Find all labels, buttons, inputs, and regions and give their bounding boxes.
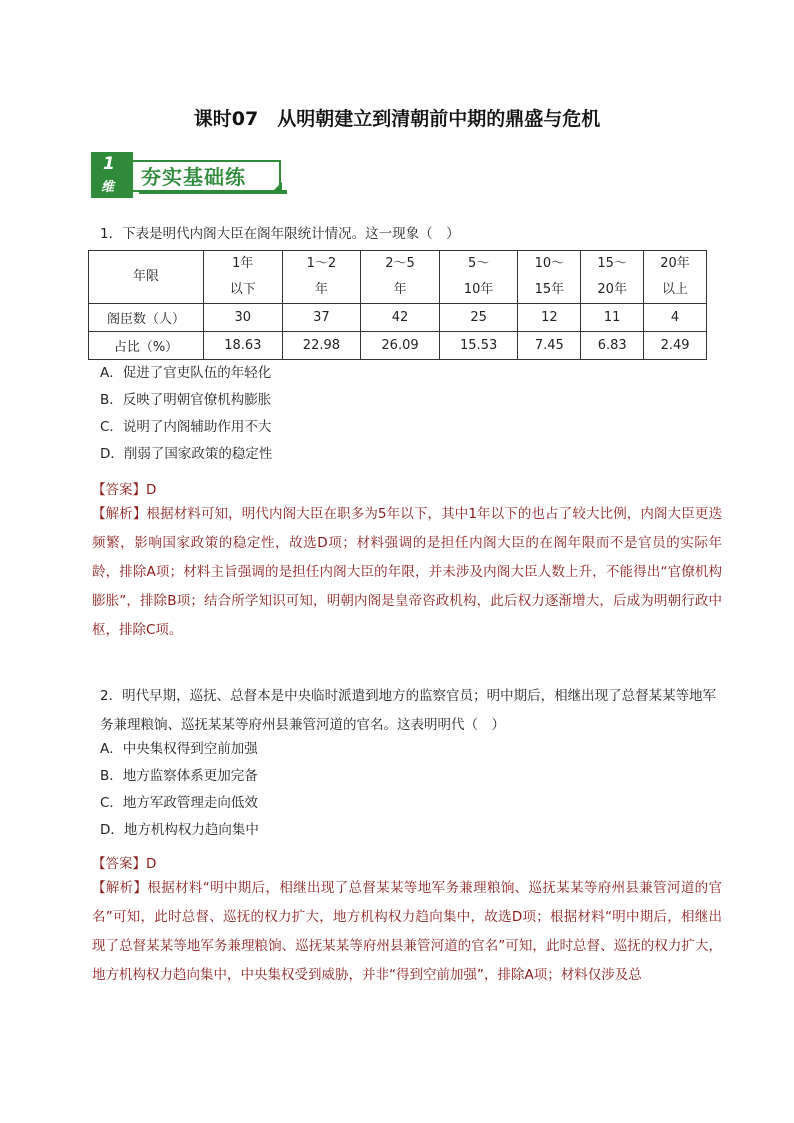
analysis-tag: 【解析】 [92, 880, 148, 896]
table-cell: 18.63 [204, 332, 283, 360]
question-2-stem: 2．明代早期，巡抚、总督本是中央临时派遣到地方的监察官员；明中期后，相继出现了总督某某等地军务兼理粮饷、巡抚某某等府州县兼管河道的官名。这表明明代（ ） [100, 688, 717, 733]
question-1-option-b: B．反映了明朝官僚机构膨胀 [100, 392, 272, 408]
table-cell: 15.53 [439, 332, 518, 360]
table-cell: 37 [282, 304, 361, 332]
table-cell: 22.98 [282, 332, 361, 360]
table-header-cell: 5～ 10年 [439, 251, 518, 304]
question-1-option-a: A．促进了官吏队伍的年轻化 [100, 365, 272, 381]
table-cell: 25 [439, 304, 518, 332]
answer-value: D [146, 482, 157, 498]
question-2-option-a: A．中央集权得到空前加强 [100, 741, 258, 757]
table-header-cell: 15～ 20年 [581, 251, 644, 304]
analysis-tag: 【解析】 [92, 506, 147, 522]
table-cell: 7.45 [518, 332, 581, 360]
table-cell: 26.09 [361, 332, 440, 360]
table-row-label: 阁臣数（人） [89, 304, 204, 332]
table-cell: 6.83 [581, 332, 644, 360]
table-cell: 42 [361, 304, 440, 332]
table-cell: 11 [581, 304, 644, 332]
banner-badge [91, 152, 133, 198]
tenure-table [88, 250, 707, 360]
table-header-label: 年限 [89, 251, 204, 304]
table-header-cell: 1～2 年 [282, 251, 361, 304]
table-cell: 12 [518, 304, 581, 332]
table-cell: 4 [644, 304, 707, 332]
banner-badge-label: 维 [101, 180, 115, 195]
question-2-answer [92, 852, 156, 872]
question-2-option-d: D．地方机构权力趋向集中 [100, 822, 259, 838]
question-1-answer [92, 478, 156, 498]
page-title: 课时07 从明朝建立到清朝前中期的鼎盛与危机 [193, 108, 601, 130]
banner-badge-number: 1 [103, 154, 115, 174]
table-cell: 2.49 [644, 332, 707, 360]
table-row [89, 332, 707, 360]
banner-corner [274, 182, 282, 190]
analysis-text: 根据材料“明中期后，相继出现了总督某某等地军务兼理粮饷、巡抚某某等府州县兼管河道的官名”可知，此时总督、巡抚的权力扩大，地方机构权力趋向集中，故选D项；根据材料“明中期后，相继出现了总督某某等地军务兼理粮饷、巡抚某某等府州县兼管河道的官名”可知，此时总督、巡抚的权力扩大，地方机构权力趋向集中，中央集权受到威胁，并非“得到空前加强”，排除A项；材料仅涉及总 [92, 880, 723, 983]
table-row-label: 占比（%） [89, 332, 204, 360]
question-1-option-d: D．削弱了国家政策的稳定性 [100, 446, 273, 462]
question-2-analysis [92, 874, 722, 990]
banner-title: 夯实基础练 [141, 165, 246, 189]
table-row [89, 304, 707, 332]
answer-tag: 【答案】 [92, 856, 146, 872]
table-header-row [89, 251, 707, 304]
analysis-text: 根据材料可知，明代内阁大臣在职多为5年以下，其中1年以下的也占了较大比例，内阁大臣更迭频繁，影响国家政策的稳定性，故选D项；材料强调的是担任内阁大臣的在阁年限而不是官员的实际年龄，排除A项；材料主旨强调的是担任内阁大臣的年限，并未涉及内阁大臣人数上升，不能得出“官僚机构膨胀”，排除B项；结合所学知识可知，明朝内阁是皇帝咨政机构，此后权力逐渐增大，后成为明朝行政中枢，排除C项。 [92, 506, 722, 638]
table-header-cell: 1年 以下 [204, 251, 283, 304]
answer-value: D [146, 856, 157, 872]
table-header-cell: 20年 以上 [644, 251, 707, 304]
question-2-option-b: B．地方监察体系更加完备 [100, 768, 258, 784]
question-2-option-c: C．地方军政管理走向低效 [100, 795, 258, 811]
section-banner [91, 152, 287, 198]
table-header-cell: 2～5 年 [361, 251, 440, 304]
question-1-stem: 1．下表是明代内阁大臣在阁年限统计情况。这一现象（ ） [100, 226, 460, 242]
question-1-analysis [92, 500, 722, 645]
table-cell: 30 [204, 304, 283, 332]
table-header-cell: 10～ 15年 [518, 251, 581, 304]
question-1-option-c: C．说明了内阁辅助作用不大 [100, 419, 272, 435]
answer-tag: 【答案】 [92, 482, 146, 498]
